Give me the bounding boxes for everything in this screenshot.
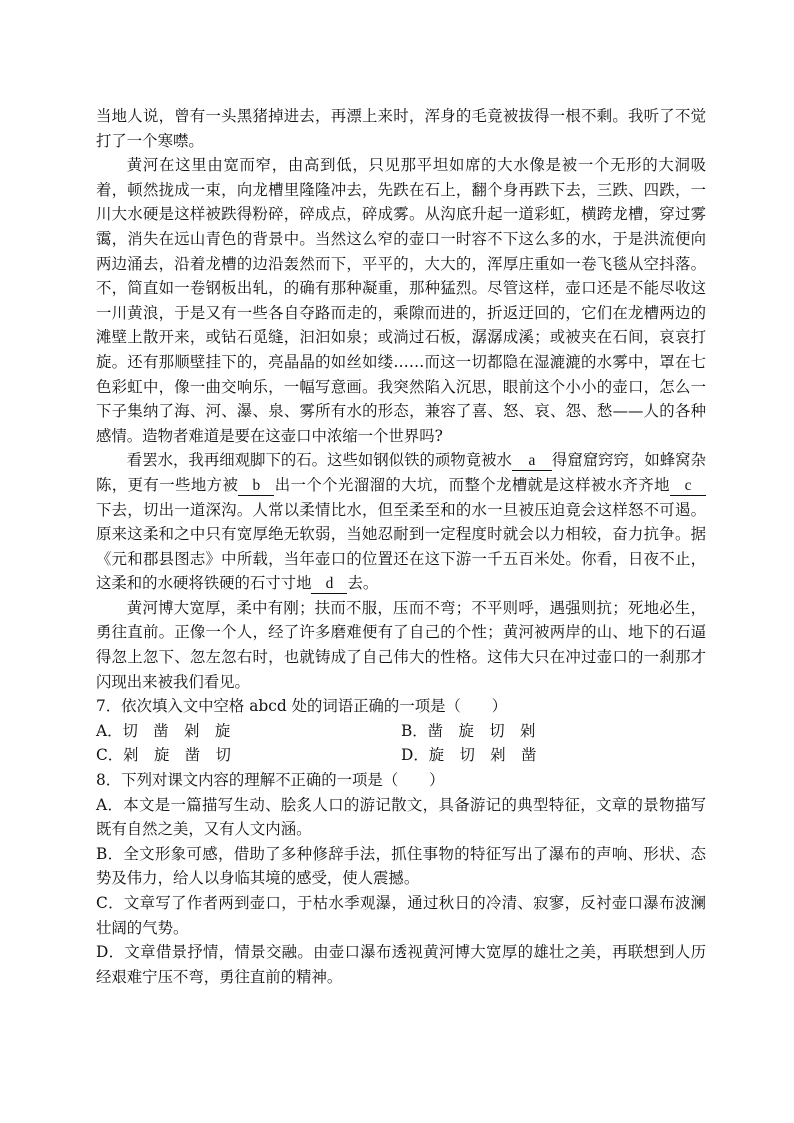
paragraph-3-text: 去。 [347,574,379,593]
question-7-option-c: C．剁 旋 凿 切 [96,746,231,765]
blank-d: d [311,575,347,594]
paragraph-3-text: 出一个个光溜溜的大坑，而整个龙槽就是这样被水齐齐地 [274,475,670,494]
question-7-options-row-2 [96,743,706,768]
passage-paragraph-4: 黄河博大宽厚，柔中有刚；扶而不服，压而不弯；不平则呼，遇强则抗；死地必生，勇往直前。正像一个人，经了许多磨难便有了自己的个性；黄河被两岸的山、地下的石逼得忽上忽下、忽左忽右时，也就铸成了自己伟大的性格。这伟大只在冲过壶口的一刹那才闪现出来被我们看见。 [96,598,706,691]
question-8-option-b: B．全文形象可感，借助了多种修辞手法，抓住事物的特征写出了瀑布的声响、形状、态势及伟力，给人以身临其境的感受，使人震撼。 [96,844,706,888]
paragraph-3-text: 得窟窟窍窍，如蜂窝杂陈，更有一些地方被 [96,451,706,494]
paragraph-3-text: 下去，切出一道深沟。人常以柔情比水，但至柔至和的水一旦被压迫竟会这样怒不可遏。原来这柔和之中只有宽厚绝无软弱，当她忍耐到一定程度时就会以力相较，奋力抗争。据《元和郡县图志》中所载，当年壶口的位置还在这下游一千五百米处。你看，日夜不止，这柔和的水硬将铁硬的石寸寸地 [96,500,706,593]
question-7-stem: 7．依次填入文中空格 abcd 处的词语正确的一项是（ ） [96,697,508,716]
question-7-option-d: D．旋 切 剁 凿 [401,746,537,765]
passage-paragraph-2: 黄河在这里由宽而窄，由高到低，只见那平坦如席的大水像是被一个无形的大洞吸着，顿然拢成一束，向龙槽里隆隆冲去，先跌在石上，翻个身再跌下去，三跌、四跌，一川大水硬是这样被跌得粉碎，碎成点，碎成雾。从沟底升起一道彩虹，横跨龙槽，穿过雾霭，消失在远山青色的背景中。当然这么窄的壶口一时容不下这么多的水，于是洪流便向两边涌去，沿着龙槽的边沿轰然而下，平平的，大大的，浑厚庄重如一卷飞毯从空抖落。不，简直如一卷钢板出轧，的确有那种凝重，那种猛烈。尽管这样，壶口还是不能尽收这一川黄浪，于是又有一些各自夺路而走的，乘隙而进的，折返迂回的，它们在龙槽两边的滩壁上散开来，或钻石觅缝，汩汩如泉；或淌过石板，潺潺成溪；或被夹在石间，哀哀打旋。还有那顺壁挂下的，亮晶晶的如丝如缕……而这一切都隐在湿漉漉的水雾中，罩在七色彩虹中，像一曲交响乐，一幅写意画。我突然陷入沉思，眼前这个小小的壶口，怎么一下子集纳了海、河、瀑、泉、雾所有水的形态，兼容了喜、怒、哀、怨、愁——人的各种感情。造物者难道是要在这壶口中浓缩一个世界吗? [96,156,706,445]
question-8-option-d: D．文章借景抒情，情景交融。由壶口瀑布透视黄河博大宽厚的雄壮之美，再联想到人历经艰难宁压不弯，勇往直前的精神。 [96,943,706,986]
question-7-option-a: A．切 凿 剁 旋 [96,721,231,740]
question-7-option-b: B．凿 旋 切 剁 [401,721,536,740]
question-8-option-c: C．文章写了作者两到壶口，于枯水季观瀑，通过秋日的冷清、寂寥，反衬壶口瀑布波澜壮阔的气势。 [96,894,706,937]
passage-paragraph-3 [96,448,706,596]
question-8-stem: 8．下列对课文内容的理解不正确的一项是（ ） [96,771,445,790]
question-7-options-row-1 [96,719,706,744]
blank-a: a [512,452,552,471]
blank-c: c [670,477,706,496]
blank-b: b [238,477,274,496]
paragraph-3-text: 看罢水，我再细观脚下的石。这些如钢似铁的顽物竟被水 [126,451,512,470]
passage-paragraph-1: 当地人说，曾有一头黑猪掉进去，再漂上来时，浑身的毛竟被拔得一根不剩。我听了不觉打了一个寒噤。 [96,107,706,150]
question-8-option-a: A．本文是一篇描写生动、脍炙人口的游记散文，具备游记的典型特征，文章的景物描写既有自然之美，又有人文内涵。 [96,795,706,839]
